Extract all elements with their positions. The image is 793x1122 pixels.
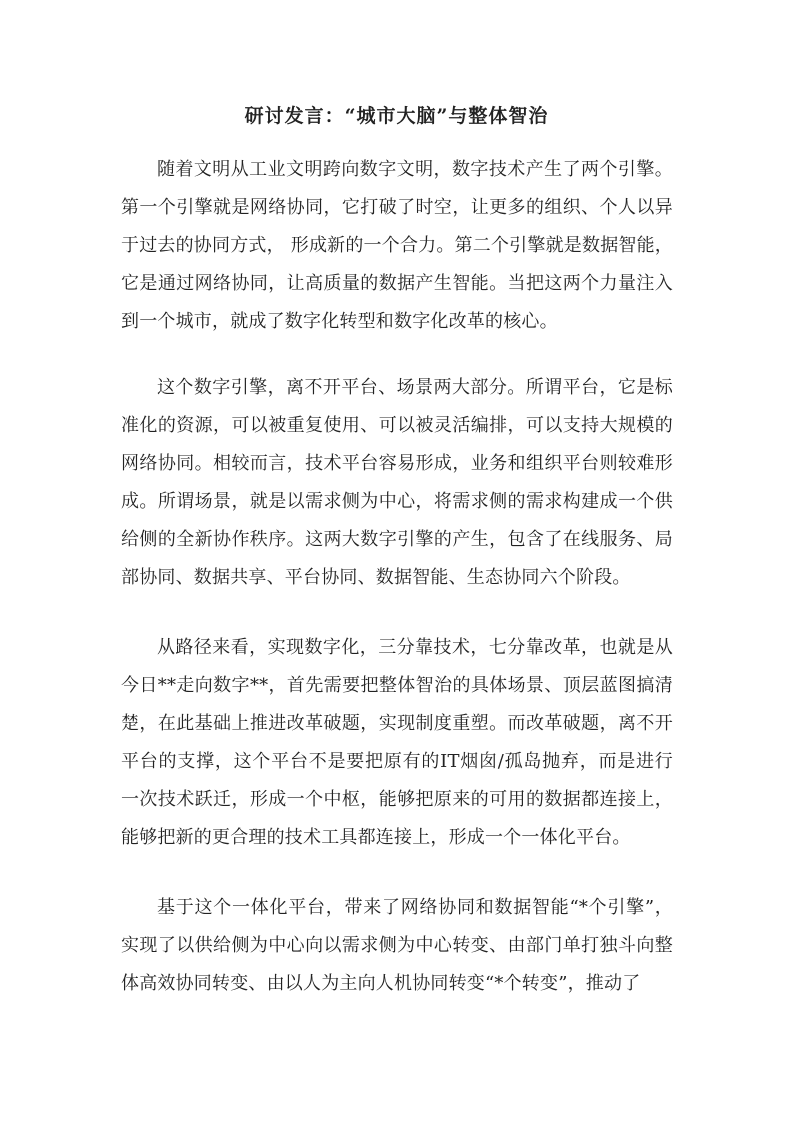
paragraph-1: 随着文明从工业文明跨向数字文明，数字技术产生了两个引擎。第一个引擎就是网络协同，它打破了时空，让更多的组织、个人以异于过去的协同方式， 形成新的一个合力。第二个引擎就是数据智能，它是通过网络协同，让高质量的数据产生智能。当把这两个力量注入到一个城市，就成了数字化转型和数字化改革的核心。: [121, 159, 673, 332]
paragraph-4: 基于这个一体化平台，带来了网络协同和数据智能“*个引擎”，实现了以供给侧为中心向以需求侧为中心转变、由部门单打独斗向整体高效协同转变、由以人为主向人机协同转变“*个转变”，推动了: [121, 897, 673, 994]
paragraph-2: 这个数字引擎，离不开平台、场景两大部分。所谓平台，它是标准化的资源，可以被重复使用、可以被灵活编排，可以支持大规模的网络协同。相较而言，技术平台容易形成，业务和组织平台则较难形成。所谓场景，就是以需求侧为中心，将需求侧的需求构建成一个供给侧的全新协作秩序。这两大数字引擎的产生，包含了在线服务、局部协同、数据共享、平台协同、数据智能、生态协同六个阶段。: [121, 377, 673, 588]
paragraph-3: 从路径来看，实现数字化，三分靠技术，七分靠改革，也就是从今日**走向数字**，首先需要把整体智治的具体场景、顶层蓝图搞清楚，在此基础上推进改革破题，实现制度重塑。而改革破题，离不开平台的支撑，这个平台不是要把原有的IT烟囱/孤岛抛弃，而是进行一次技术跃迁，形成一个中枢，能够把原来的可用的数据都连接上，能够把新的更合理的技术工具都连接上，形成一个一体化平台。: [121, 637, 673, 848]
document-title: 研讨发言：“城市大脑”与整体智治: [244, 105, 549, 127]
